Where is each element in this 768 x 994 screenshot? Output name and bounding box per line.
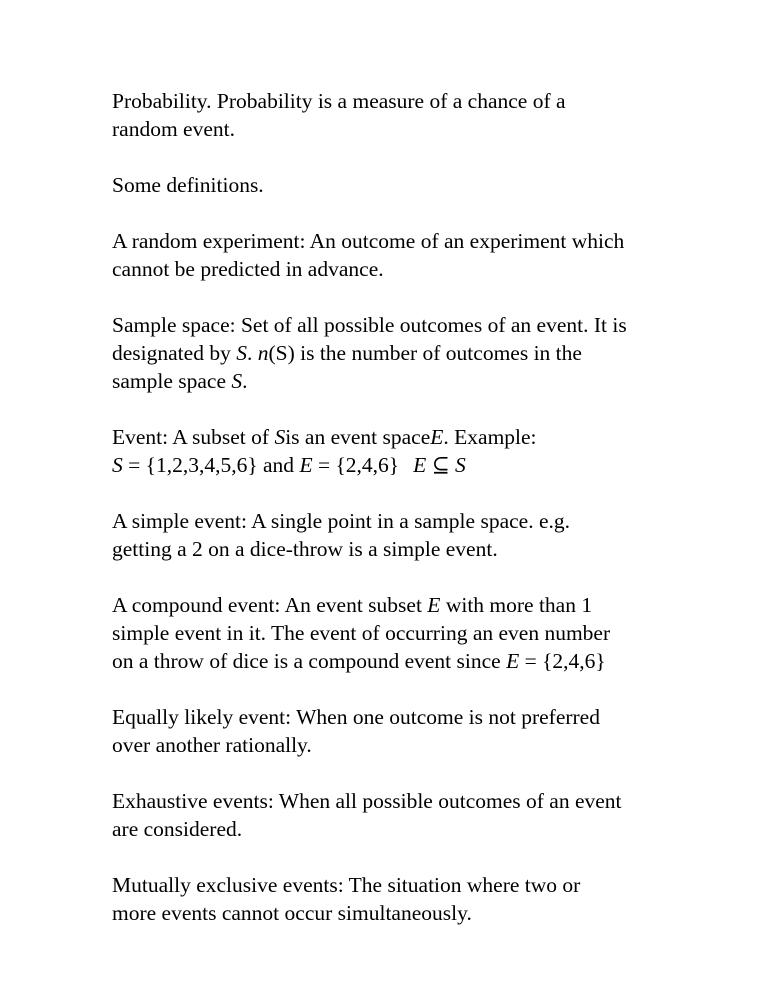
intro-paragraph	[112, 87, 672, 143]
subset-symbol: ⊆	[431, 453, 450, 477]
compound-event-text: A compound event: An event subset	[112, 593, 422, 617]
and-text: and	[263, 453, 295, 477]
compound-event-line-2: simple event in it. The event of occurring an even number	[112, 621, 611, 645]
sample-space-text: sample space	[112, 369, 227, 393]
random-experiment-definition	[112, 227, 672, 283]
event-text: . Example:	[443, 425, 537, 449]
equally-likely-line-2: over another rationally.	[112, 733, 312, 757]
mutually-exclusive-line-2: more events cannot occur simultaneously.	[112, 901, 472, 925]
sample-space-line-2	[112, 339, 672, 367]
math-var-e: E	[413, 453, 427, 477]
sample-space-text: is the number of outcomes in the	[300, 341, 582, 365]
simple-event-line-2: getting a 2 on a dice-throw is a simple event.	[112, 537, 498, 561]
simple-event-line-1: A simple event: A single point in a sample space. e.g.	[112, 509, 570, 533]
compound-event-line-1	[112, 591, 672, 619]
compound-event-definition	[112, 591, 672, 675]
event-text: Event: A subset of	[112, 425, 270, 449]
random-experiment-line-2: cannot be predicted in advance.	[112, 257, 384, 281]
sample-space-line-1: Sample space: Set of all possible outcomes of an event. It is	[112, 313, 627, 337]
math-var-e: E	[430, 425, 444, 449]
math-var-e: E	[506, 649, 520, 673]
sample-space-line-3	[112, 367, 672, 395]
math-var-e: E	[299, 453, 313, 477]
exhaustive-line-1: Exhaustive events: When all possible outcomes of an event	[112, 789, 622, 813]
period: .	[246, 341, 253, 365]
sample-space-definition	[112, 311, 672, 395]
definitions-heading	[112, 171, 672, 199]
math-var-s: S	[274, 425, 286, 449]
set-s-value: = {1,2,3,4,5,6}	[128, 453, 258, 477]
compound-event-text: on a throw of dice is a compound event since	[112, 649, 501, 673]
math-var-s: S	[455, 453, 466, 477]
set-e-value: = {2,4,6}	[524, 649, 606, 673]
event-example-line	[112, 451, 672, 479]
math-var-s: S	[231, 369, 243, 393]
set-e-value: = {2,4,6}	[317, 453, 400, 477]
event-line-1	[112, 423, 672, 451]
math-var-e: E	[427, 593, 441, 617]
event-definition	[112, 423, 672, 479]
math-var-s: S	[112, 453, 123, 477]
intro-line-1: Probability. Probability is a measure of a chance of a	[112, 89, 566, 113]
compound-event-text: with more than 1	[445, 593, 593, 617]
math-var-s: S	[236, 341, 247, 365]
mutually-exclusive-line-1: Mutually exclusive events: The situation where two or	[112, 873, 581, 897]
simple-event-definition	[112, 507, 672, 563]
compound-event-line-3	[112, 647, 672, 675]
exhaustive-definition	[112, 787, 672, 843]
random-experiment-line-1: A random experiment: An outcome of an experiment which	[112, 229, 625, 253]
period: .	[242, 369, 248, 393]
math-var-n: n	[257, 341, 269, 365]
math-paren-s: (S)	[268, 341, 295, 365]
intro-line-2: random event.	[112, 117, 235, 141]
event-text: is an event space	[285, 425, 431, 449]
equally-likely-line-1: Equally likely event: When one outcome is not preferred	[112, 705, 600, 729]
mutually-exclusive-definition	[112, 871, 672, 927]
definitions-heading-text: Some definitions.	[112, 173, 264, 197]
equally-likely-definition	[112, 703, 672, 759]
sample-space-text: designated by	[112, 341, 231, 365]
document-page	[112, 87, 672, 955]
exhaustive-line-2: are considered.	[112, 817, 243, 841]
